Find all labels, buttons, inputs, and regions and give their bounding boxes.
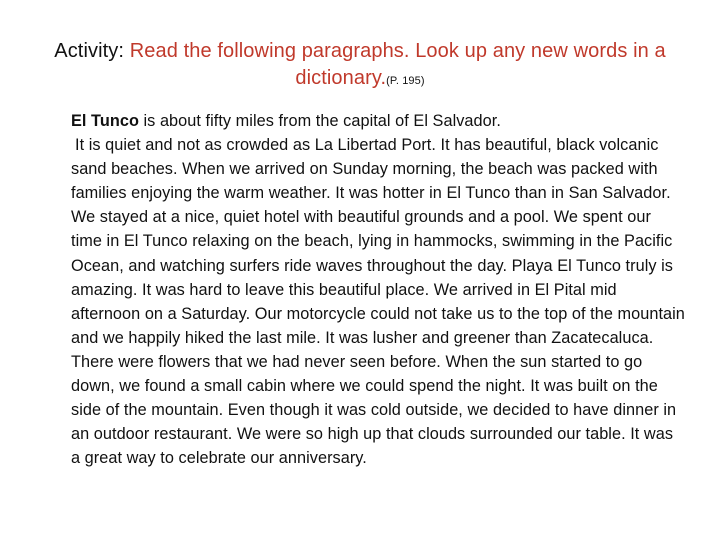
page-reference: (P. 195) xyxy=(386,75,425,87)
activity-title xyxy=(30,38,690,95)
paragraph-lead xyxy=(71,109,686,133)
paragraph-body: It is quiet and not as crowded as La Libertad Port. It has beautiful, black volcanic sand beaches. When we arrived on Sunday morning, the beach was packed with families enjoying the warm weather. It was hotter in El Tunco than in San Salvador. We stayed at a nice, quiet hotel with beautiful grounds and a pool. We spent our time in El Tunco relaxing on the beach, lying in hammocks, swimming in the Pacific Ocean, and watching surfers ride waves throughout the day. Playa El Tunco truly is amazing. It was hard to leave this beautiful place. We arrived in El Pital mid afternoon on a Saturday. Our motorcycle could not take us to the top of the mountain and we happily hiked the last mile. It was lusher and greener than Zacatecaluca. There were flowers that we had never seen before. When the sun started to go down, we found a small cabin where we could spend the night. It was built on the side of the mountain. Even though it was cold outside, we decided to have dinner in an outdoor restaurant. We were so high up that clouds surrounded our table. It was a great way to celebrate our anniversary. xyxy=(71,136,685,468)
reading-passage xyxy=(71,109,686,470)
paragraph-lead-text: is about fifty miles from the capital of El Salvador. xyxy=(138,112,501,130)
place-name-el-tunco: El Tunco xyxy=(71,112,139,130)
activity-label: Activity: xyxy=(54,40,130,62)
activity-instruction: Read the following paragraphs. Look up any new words in a dictionary. xyxy=(129,40,666,89)
